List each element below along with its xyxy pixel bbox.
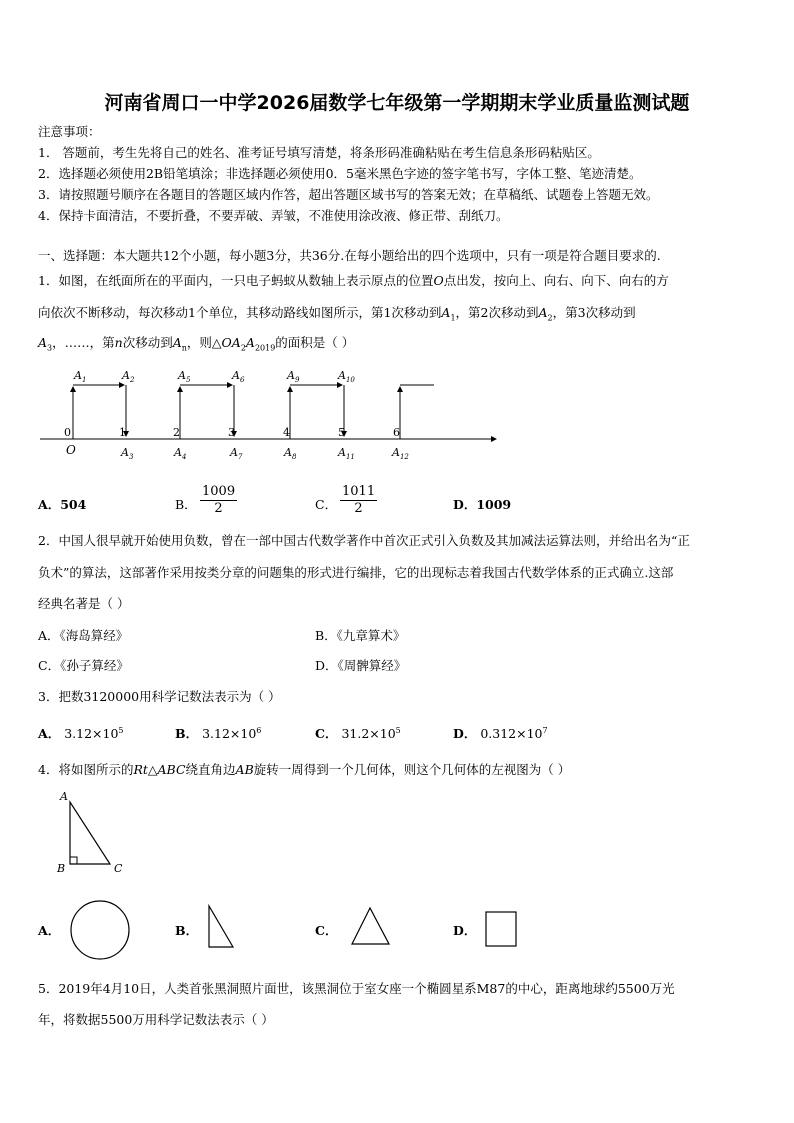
q4-triangle-figure <box>52 788 132 878</box>
q2-option-b: B．《九章算术》 <box>315 628 406 643</box>
q4-option-c-label: C． <box>315 923 338 938</box>
q3-option-a: A． $3.12\times 10^5$ <box>38 725 124 741</box>
notice-item-4: 4．保持卡面清洁，不要折叠，不要弄破、弄皱，不准使用涂改液、修正带、刮纸刀。 <box>38 208 509 223</box>
tick-6: 6 <box>393 426 400 439</box>
vertex-c: C <box>114 862 123 875</box>
label-A11: $A_{11}$ <box>338 446 355 460</box>
label-A3: $A_3$ <box>121 446 134 460</box>
q2-option-c: C．《孙子算经》 <box>38 658 129 673</box>
q1-line-3: $A_3$，……，第n次移动到$A_n$，则$\triangle OA_2A_{2019}$的面积是（ ） <box>38 335 355 353</box>
label-A9: $A_9$ <box>287 369 300 384</box>
q4-option-d-label: D． <box>453 923 477 938</box>
q5-line-2: 年，将数据5500万用科学记数法表示（ ） <box>38 1012 274 1027</box>
tick-3: 3 <box>228 426 235 439</box>
q3-option-b: B． $3.12\times 10^6$ <box>175 725 262 741</box>
section-heading: 一、选择题：本大题共12个小题，每小题3分，共36分.在每小题给出的四个选项中，只有一项是符合题目要求的. <box>38 248 661 263</box>
q4-option-b-label: B． <box>175 923 199 938</box>
q4-option-b-right-triangle <box>205 904 237 950</box>
tick-2: 2 <box>173 426 180 439</box>
q2-option-d: D．《周髀算经》 <box>315 658 407 673</box>
q4-stem: 4．将如图所示的Rt△ABC绕直角边AB旋转一周得到一个几何体，则这个几何体的左视图为（ ） <box>38 762 571 777</box>
q1-option-b-fraction: $\frac{1009}{2}$ <box>202 484 236 516</box>
label-A8: $A_8$ <box>284 446 297 460</box>
q1-option-c-label: C． <box>315 497 338 512</box>
q4-option-a-label: A． <box>38 923 61 938</box>
q3-stem: 3．把数3120000用科学记数法表示为（ ） <box>38 689 281 704</box>
q2-line-1: 2．中国人很早就开始使用负数，曾在一部中国古代数学著作中首次正式引入负数及其加减法运算法则，并给出名为“正 <box>38 533 690 548</box>
q4-option-d-rectangle <box>484 910 520 950</box>
q1-path-figure <box>38 365 508 460</box>
notice-heading: 注意事项： <box>38 124 101 139</box>
label-A5: $A_5$ <box>178 369 191 384</box>
q1-option-d: D．1009 <box>453 497 512 512</box>
q4-option-c-isosceles-triangle <box>349 905 393 947</box>
q4-option-a-circle <box>68 899 132 963</box>
q3-option-d: D． $0.312\times 10^7$ <box>453 725 548 741</box>
label-A2: $A_2$ <box>122 369 135 384</box>
notice-item-1: 1． 答题前，考生先将自己的姓名、准考证号填写清楚，将条形码准确粘贴在考生信息条形码粘贴区。 <box>38 145 600 160</box>
q5-line-1: 5．2019年4月10日，人类首张黑洞照片面世，该黑洞位于室女座一个椭圆星系M87的中心，距离地球约5500万光 <box>38 981 675 996</box>
q1-option-b-label: B． <box>175 497 197 512</box>
notice-item-2: 2．选择题必须使用2B铅笔填涂；非选择题必须使用0．5毫米黑色字迹的签字笔书写，字体工整、笔迹清楚。 <box>38 166 642 181</box>
notice-item-3: 3．请按照题号顺序在各题目的答题区域内作答，超出答题区域书写的答案无效；在草稿纸、试题卷上答题无效。 <box>38 187 659 202</box>
q3-option-c: C． $31.2\times 10^5$ <box>315 725 401 741</box>
vertex-b: B <box>57 862 66 875</box>
label-A6: $A_6$ <box>232 369 245 384</box>
q2-option-a: A．《海岛算经》 <box>38 628 129 643</box>
q1-option-c-fraction: $\frac{1011}{2}$ <box>342 484 376 516</box>
tick-0: 0 <box>64 426 71 439</box>
tick-4: 4 <box>283 426 290 439</box>
q2-line-3: 经典名著是（ ） <box>38 596 130 611</box>
q1-line-2: 向依次不断移动，每次移动1个单位，其移动路线如图所示，第1次移动到$A_1$，第2次移动到$A_2$，第3次移动到 <box>38 305 636 323</box>
q1-option-a: A．504 <box>38 497 87 512</box>
q2-line-2: 负术”的算法，这部著作采用按类分章的问题集的形式进行编排，它的出现标志着我国古代数学体系的正式确立.这部 <box>38 565 674 580</box>
label-A12: $A_{12}$ <box>392 446 409 460</box>
tick-1: 1 <box>119 426 126 439</box>
page-title: 河南省周口一中学2026届数学七年级第一学期期末学业质量监测试题 <box>104 92 690 114</box>
label-A1: $A_1$ <box>74 369 87 384</box>
vertex-a: A <box>60 790 68 803</box>
label-A4: $A_4$ <box>174 446 187 460</box>
q1-line-1: 1．如图，在纸面所在的平面内，一只电子蚂蚁从数轴上表示原点的位置O点出发，按向上、向右、向下、向右的方 <box>38 273 669 288</box>
origin-label: O <box>66 443 76 457</box>
tick-5: 5 <box>338 426 345 439</box>
label-A10: $A_{10}$ <box>338 369 355 384</box>
label-A7: $A_7$ <box>230 446 243 460</box>
